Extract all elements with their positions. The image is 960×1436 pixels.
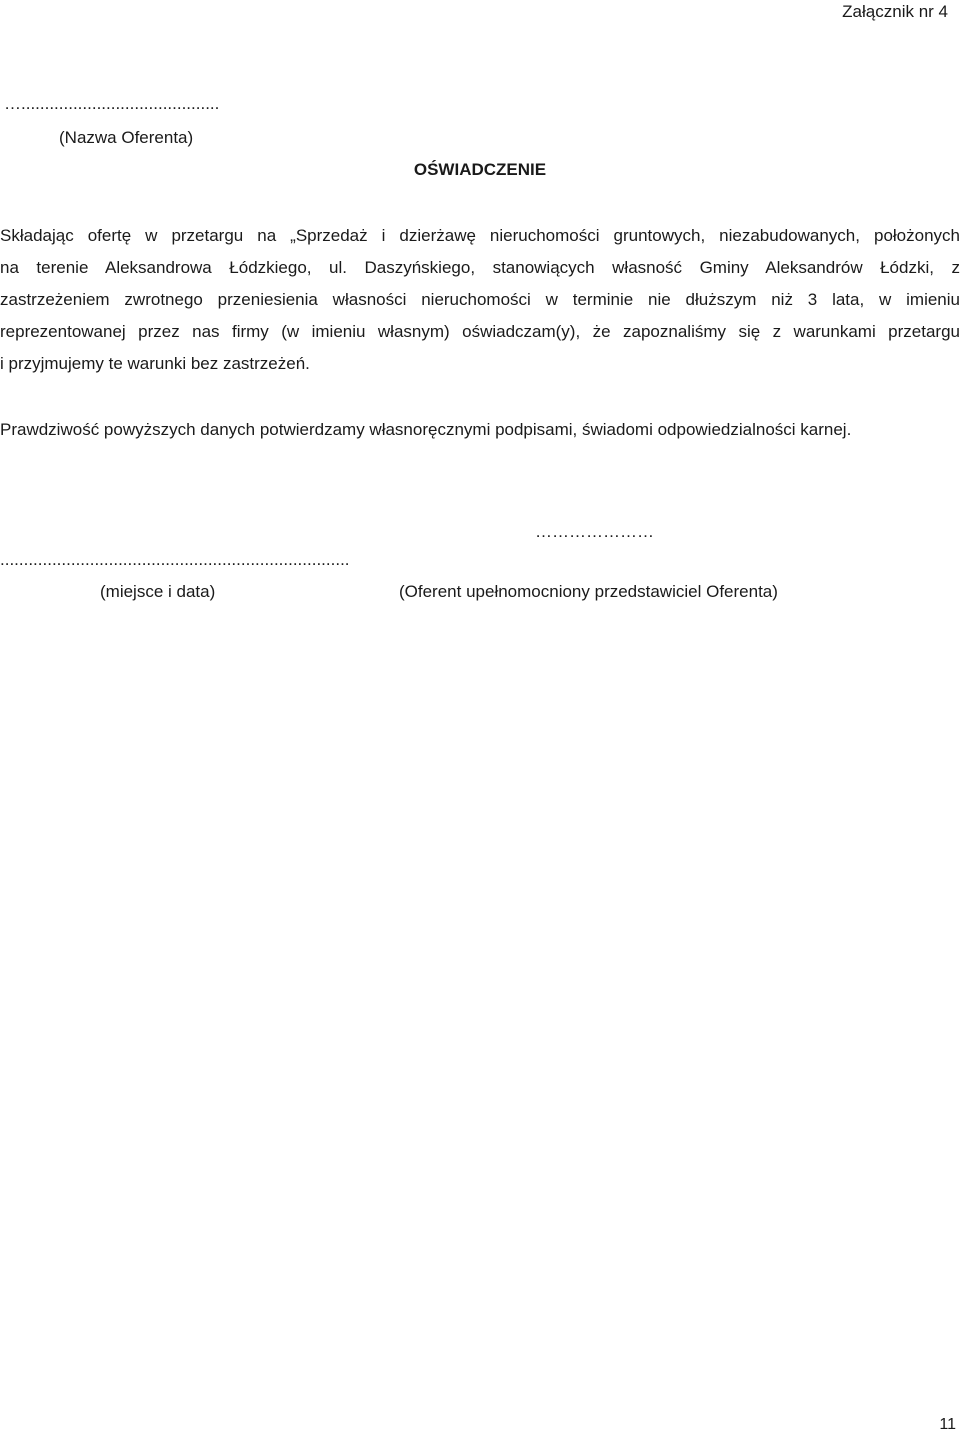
place-date-placeholder-dots: ..........................................................................	[0, 550, 350, 569]
statement-line: i przyjmujemy te warunki bez zastrzeżeń.	[0, 354, 310, 373]
statement-line: Składając ofertę w przetargu na „Sprzedaż i dzierżawę nieruchomości gruntowych, niezabudowanych, położonych	[0, 226, 960, 245]
statement-paragraph	[0, 226, 960, 386]
confirmation-paragraph	[0, 420, 960, 452]
offeror-name-placeholder-dots: …..........................................	[4, 94, 220, 113]
signature-placeholder-dots: …………………	[535, 522, 654, 541]
statement-line: na terenie Aleksandrowa Łódzkiego, ul. Daszyńskiego, stanowiących własność Gminy Aleksandrów Łódzki, z	[0, 258, 960, 277]
document-title: OŚWIADCZENIE	[413, 160, 547, 179]
place-date-caption: (miejsce i data)	[100, 582, 216, 601]
page-number: 11	[939, 1416, 956, 1433]
annex-label: Załącznik nr 4	[842, 2, 948, 21]
offeror-signature-caption: (Oferent upełnomocniony przedstawiciel Oferenta)	[399, 582, 778, 601]
statement-line: reprezentowanej przez nas firmy (w imieniu własnym) oświadczam(y), że zapoznaliśmy się z warunkami przetargu	[0, 322, 960, 341]
confirmation-text: Prawdziwość powyższych danych potwierdzamy własnoręcznymi podpisami, świadomi odpowiedzialności karnej.	[0, 420, 852, 439]
statement-line: zastrzeżeniem zwrotnego przeniesienia własności nieruchomości w terminie nie dłuższym niż 3 lata, w imieniu	[0, 290, 960, 309]
offeror-name-caption: (Nazwa Oferenta)	[59, 128, 194, 147]
